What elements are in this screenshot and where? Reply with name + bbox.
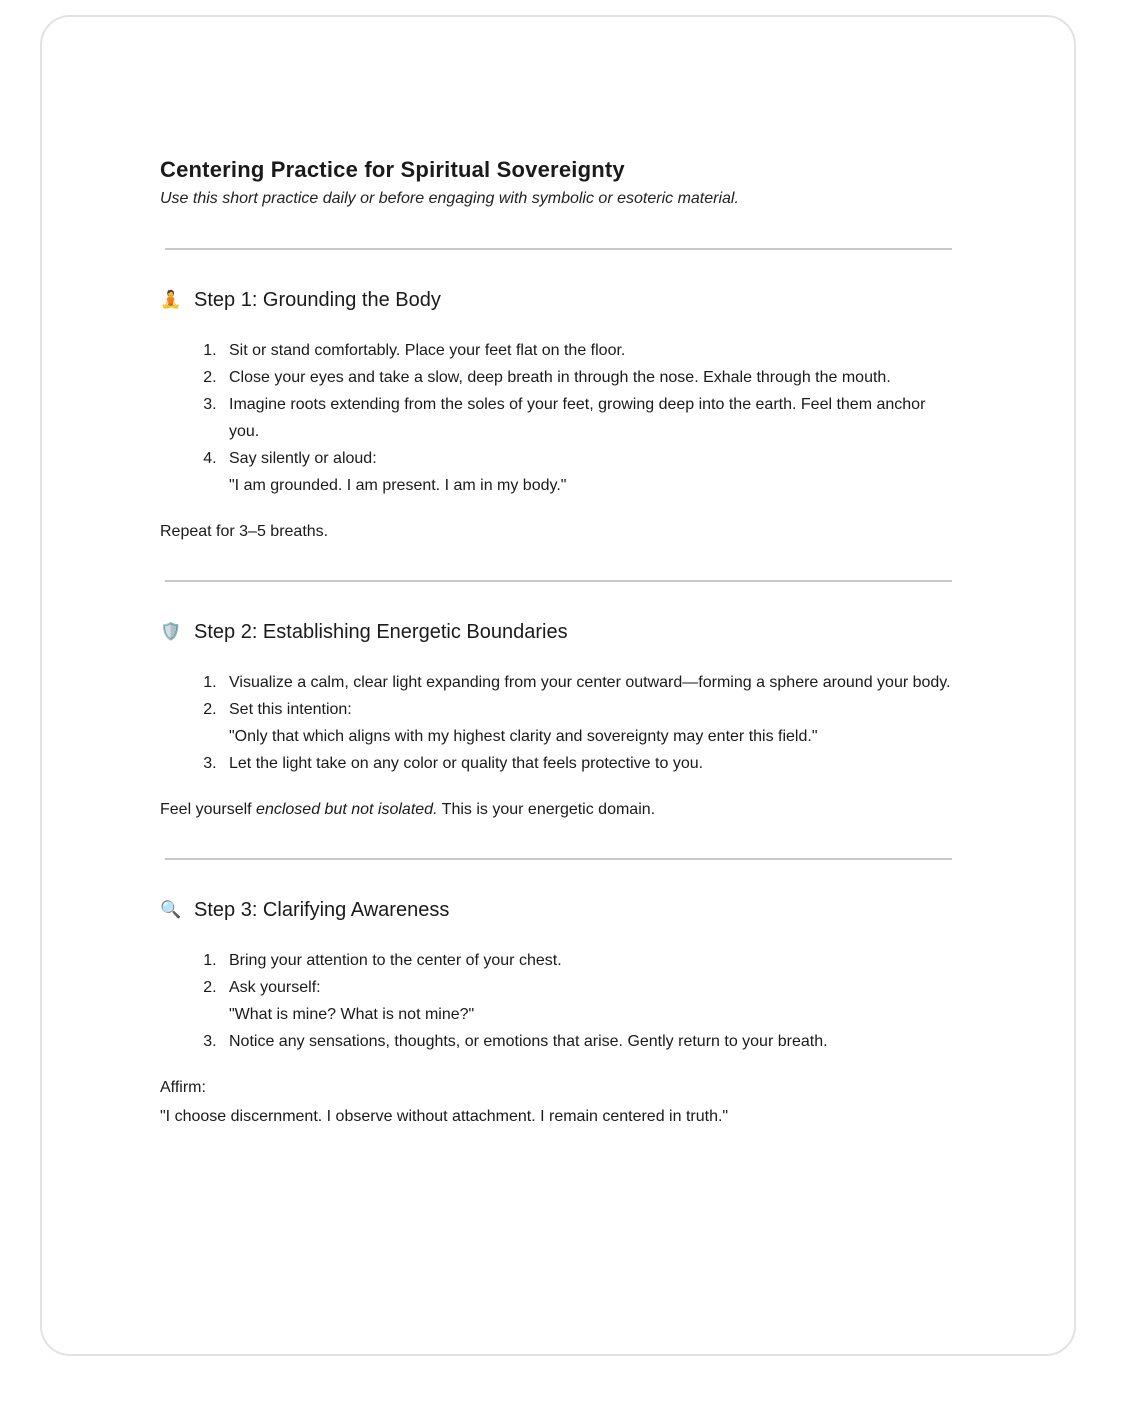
list-item: 3. Let the light take on any color or quality that feels protective to you. bbox=[221, 750, 960, 777]
step-2-closing: Feel yourself enclosed but not isolated. This is your energetic domain. bbox=[160, 801, 656, 818]
list-item: 1. Bring your attention to the center of your chest. bbox=[221, 947, 960, 974]
step-1-list bbox=[160, 337, 960, 499]
step-2-title: Step 2: Establishing Energetic Boundaries bbox=[194, 621, 568, 643]
document-content bbox=[160, 155, 960, 1130]
magnifier-icon: 🔍 bbox=[160, 900, 182, 919]
step-1-closing: Repeat for 3–5 breaths. bbox=[160, 523, 329, 540]
list-item: 1. Sit or stand comfortably. Place your feet flat on the floor. bbox=[221, 337, 960, 364]
step-2-list bbox=[160, 669, 960, 777]
step-2-heading bbox=[160, 617, 960, 647]
page-title: Centering Practice for Spiritual Sovereignty bbox=[160, 157, 625, 182]
affirm-label: Affirm: bbox=[160, 1079, 206, 1096]
affirm-quote: "I choose discernment. I observe without attachment. I remain centered in truth." bbox=[160, 1108, 729, 1125]
shield-icon: 🛡️ bbox=[160, 622, 182, 641]
list-item: 2. Set this intention: "Only that which aligns with my highest clarity and sovereignty may enter this field." bbox=[221, 696, 960, 750]
quote: "I am grounded. I am present. I am in my body." bbox=[229, 477, 567, 494]
list-item: 2. Close your eyes and take a slow, deep breath in through the nose. Exhale through the mouth. bbox=[221, 364, 960, 391]
step-1-heading bbox=[160, 285, 960, 315]
list-item: 4. Say silently or aloud: "I am grounded. I am present. I am in my body." bbox=[221, 445, 960, 499]
step-1-title: Step 1: Grounding the Body bbox=[194, 289, 441, 311]
list-item: 1. Visualize a calm, clear light expanding from your center outward—forming a sphere around your body. bbox=[221, 669, 960, 696]
page-subtitle: Use this short practice daily or before engaging with symbolic or esoteric material. bbox=[160, 190, 739, 207]
step-3-title: Step 3: Clarifying Awareness bbox=[194, 899, 450, 921]
list-item: 2. Ask yourself: "What is mine? What is not mine?" bbox=[221, 974, 960, 1028]
meditation-icon: 🧘 bbox=[160, 290, 182, 309]
quote: "Only that which aligns with my highest clarity and sovereignty may enter this field." bbox=[229, 728, 818, 745]
quote: "What is mine? What is not mine?" bbox=[229, 1006, 475, 1023]
list-item: 3. Imagine roots extending from the soles of your feet, growing deep into the earth. Feel them anchor you. bbox=[221, 391, 960, 445]
list-item: 3. Notice any sensations, thoughts, or emotions that arise. Gently return to your breath. bbox=[221, 1028, 960, 1055]
step-3-heading bbox=[160, 895, 960, 925]
step-3-list bbox=[160, 947, 960, 1055]
